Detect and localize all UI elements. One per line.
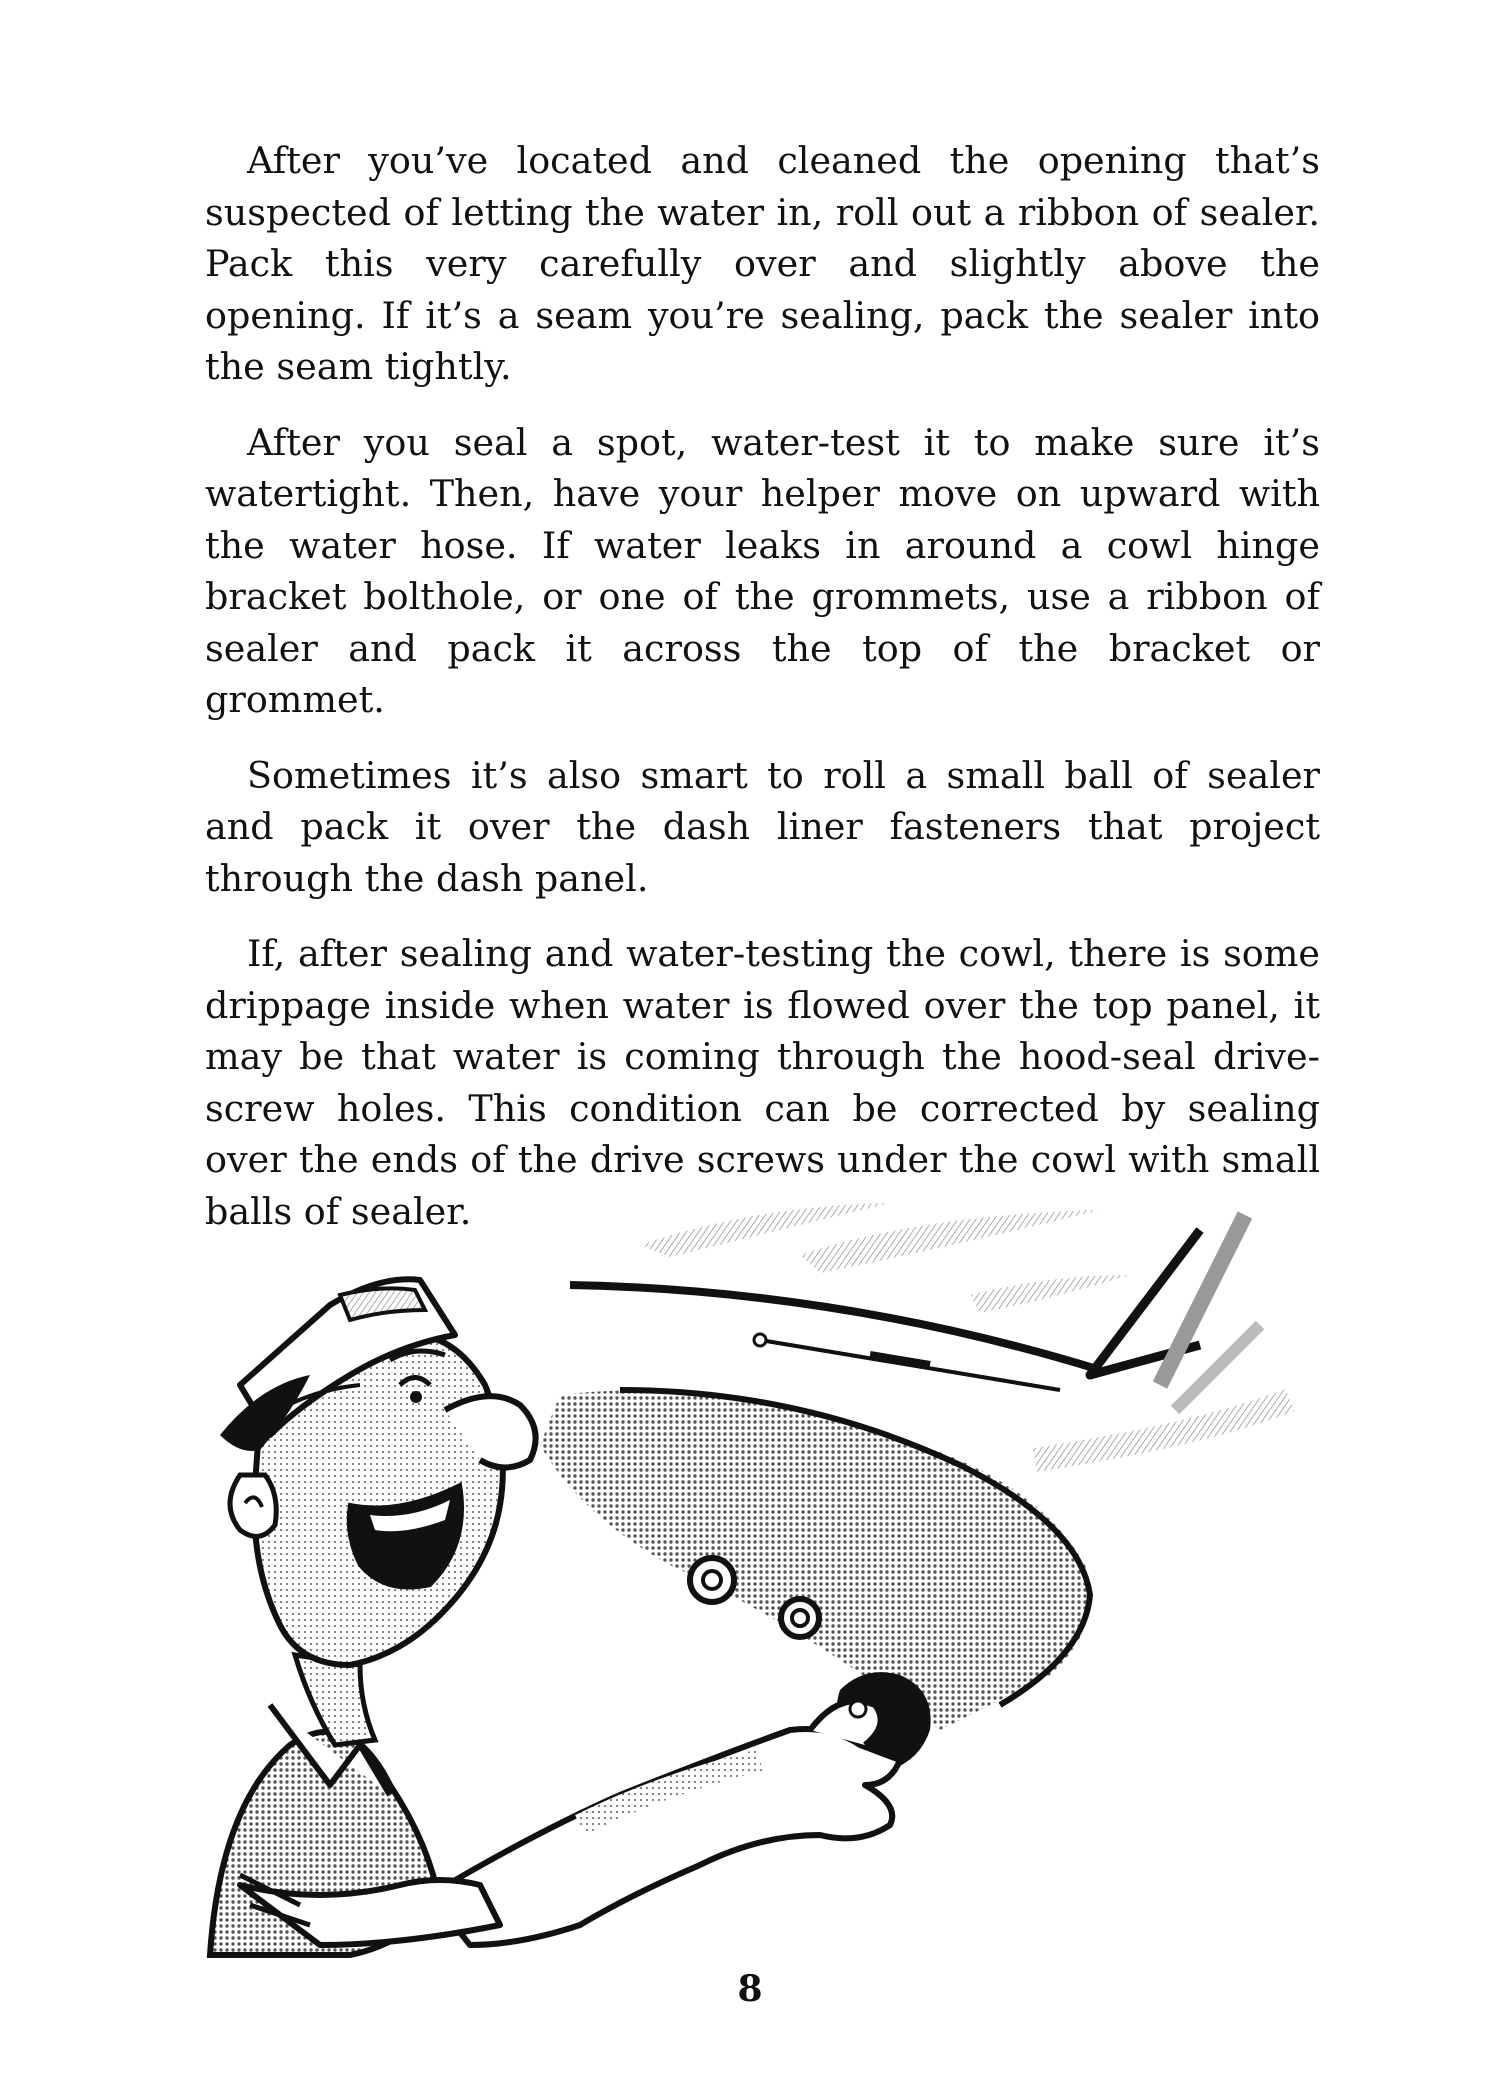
page-number: 8 — [737, 1968, 763, 2010]
dash-panel — [540, 1391, 1090, 1730]
mechanic-sealing-cowl-illustration — [200, 1185, 1300, 1965]
grommet-2 — [781, 1599, 819, 1637]
paragraph-2: After you seal a spot, water-test it to make sure it’s watertight. Then, have your helper move on upward with the water hose. If water leaks in around a cowl hinge bracket bolthole, or one of the grommets, use a ribbon of sealer and pack it across the top of the bracket or grommet. — [205, 420, 1320, 721]
grommet-1 — [690, 1558, 734, 1602]
paragraph-4: If, after sealing and water-testing the cowl, there is some drippage inside when water is flowed over the top panel, it may be that water is coming through the hood-seal drive-screw holes. This condition can be corrected by sealing over the ends of the drive screws under the cowl with small balls of sealer. — [205, 932, 1320, 1233]
paragraph-1: After you’ve located and cleaned the opening that’s suspected of letting the water in, roll out a ribbon of sealer. Pack this very carefully over and slightly above the opening. If it’s a seam you’re sealing, pack the sealer into the seam tightly. — [205, 139, 1320, 388]
body-text — [205, 135, 1320, 1261]
paragraph-3: Sometimes it’s also smart to roll a small ball of sealer and pack it over the dash liner fasteners that project through the dash panel. — [205, 753, 1320, 900]
arm — [430, 1729, 900, 1945]
